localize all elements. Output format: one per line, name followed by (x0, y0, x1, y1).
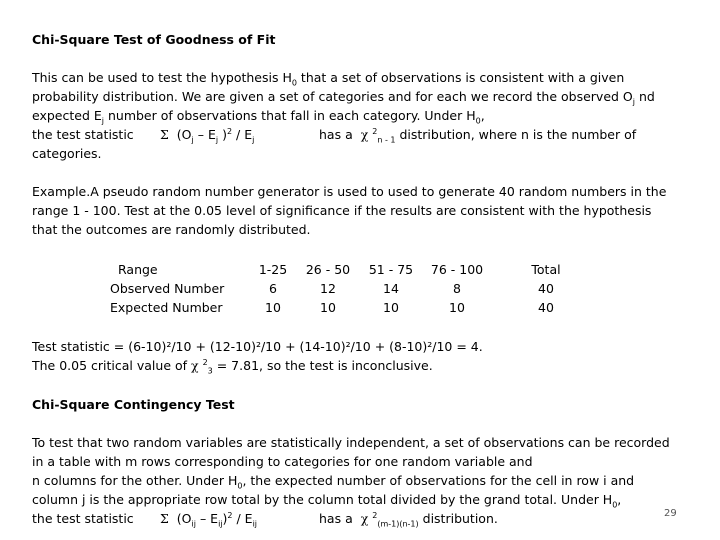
row-label-range: Range (118, 262, 158, 277)
text: column j is the appropriate row total by the column total divided by the grand total. Under H (32, 492, 613, 507)
para2-line2: in a table with m rows corresponding to categories for one random variable and (32, 454, 533, 469)
section-title-contingency: Chi-Square Contingency Test (32, 397, 235, 412)
chi-symbol: χ (360, 127, 369, 142)
text: n columns for the other. Under H (32, 473, 238, 488)
example-line1: Example.A pseudo random number generator is used to used to generate 40 random numbers in the (32, 184, 667, 199)
subscript: j (215, 135, 219, 145)
cell-range: 1-25 (258, 262, 288, 277)
para2-line4 (32, 492, 621, 508)
para1-line2 (32, 89, 655, 105)
table-column (364, 260, 418, 317)
para2-line1: To test that two random variables are statistically independent, a set of observations can be recorded (32, 435, 670, 450)
formula-test-statistic (160, 127, 254, 143)
table-row-labels (110, 260, 224, 317)
cell-observed: 6 (269, 281, 277, 296)
para1-line1 (32, 70, 624, 86)
text: / E (232, 511, 253, 526)
table-column (252, 260, 294, 317)
text: the test statistic (32, 127, 134, 142)
subscript: 0 (291, 78, 297, 88)
text: probability distribution. We are given a set of categories and for each we record the observed O (32, 89, 633, 104)
cell-expected: 10 (449, 300, 465, 315)
text: has a (319, 127, 353, 142)
cell-expected: 40 (538, 300, 554, 315)
cell-expected: 10 (383, 300, 399, 315)
superscript: 2 (372, 126, 378, 136)
subscript: ij (252, 519, 258, 529)
cell-range: 51 - 75 (368, 262, 414, 277)
para2-line3 (32, 473, 634, 489)
subscript: n - 1 (377, 135, 396, 145)
text: distribution, where n is the number of (395, 127, 637, 142)
superscript: 2 (202, 357, 208, 367)
text: expected E (32, 108, 102, 123)
subscript: j (632, 97, 635, 107)
text: has a (319, 511, 353, 526)
text: that a set of observations is consistent with a given (296, 70, 625, 85)
text: ) (218, 127, 227, 142)
text: distribution. (418, 511, 498, 526)
result-line2 (32, 358, 433, 374)
subscript: j (191, 135, 194, 145)
cell-expected: 10 (320, 300, 336, 315)
example-line2: range 1 - 100. Test at the 0.05 level of significance if the results are consistent with the hypothesis (32, 203, 652, 218)
text: / E (232, 127, 253, 142)
text: (O (176, 127, 192, 142)
subscript: ij (218, 519, 223, 529)
cell-observed: 12 (320, 281, 336, 296)
section-title-goodness-of-fit: Chi-Square Test of Goodness of Fit (32, 32, 276, 47)
cell-range: Total (531, 262, 561, 277)
text: , the expected number of observations for the cell in row i and (242, 473, 635, 488)
subscript: ij (191, 519, 196, 529)
text: This can be used to test the hypothesis H (32, 70, 292, 85)
cell-range: 76 - 100 (430, 262, 484, 277)
table-column (424, 260, 490, 317)
text: the test statistic (32, 511, 134, 526)
sigma-symbol: Σ (160, 511, 169, 526)
para2-line5-rest (319, 511, 498, 527)
text: nd (635, 89, 655, 104)
row-label-observed: Observed Number (110, 281, 225, 296)
cell-expected: 10 (265, 300, 281, 315)
text: number of observations that fall in each category. Under H (104, 108, 476, 123)
superscript: 2 (372, 510, 378, 520)
superscript: 2 (226, 126, 233, 136)
text: (O (176, 511, 192, 526)
text: = 7.81, so the test is inconclusive. (212, 358, 433, 373)
subscript: 0 (475, 116, 481, 126)
example-line3: that the outcomes are randomly distributed. (32, 222, 311, 237)
subscript: 0 (612, 500, 618, 510)
para1-line3 (32, 108, 485, 124)
text: ) (222, 511, 228, 526)
result-line1: Test statistic = (6-10)²/10 + (12-10)²/10 + (14-10)²/10 + (8-10)²/10 = 4. (32, 339, 483, 354)
para2-line5 (32, 511, 134, 527)
subscript: 3 (207, 366, 213, 376)
table-column-total (520, 260, 572, 317)
text: – E (195, 511, 219, 526)
subscript: (m-1)(n-1) (377, 519, 419, 529)
cell-observed: 14 (383, 281, 399, 296)
subscript: j (101, 116, 104, 126)
chi-symbol: χ (360, 511, 369, 526)
para1-line4-rest (319, 127, 636, 143)
table-column (301, 260, 355, 317)
formula-contingency-statistic (160, 511, 257, 527)
para1-line4 (32, 127, 134, 143)
cell-observed: 40 (538, 281, 554, 296)
text: The 0.05 critical value of (32, 358, 192, 373)
cell-range: 26 - 50 (305, 262, 351, 277)
chi-symbol: χ (191, 358, 199, 373)
cell-observed: 8 (453, 281, 461, 296)
superscript: 2 (227, 510, 233, 520)
para1-line5: categories. (32, 146, 102, 161)
text: – E (193, 127, 216, 142)
text: , (617, 492, 622, 507)
sigma-symbol: Σ (160, 127, 169, 142)
page-number: 29 (664, 508, 677, 519)
subscript: j (252, 135, 255, 145)
row-label-expected: Expected Number (110, 300, 223, 315)
subscript: 0 (237, 481, 243, 491)
text: , (480, 108, 485, 123)
